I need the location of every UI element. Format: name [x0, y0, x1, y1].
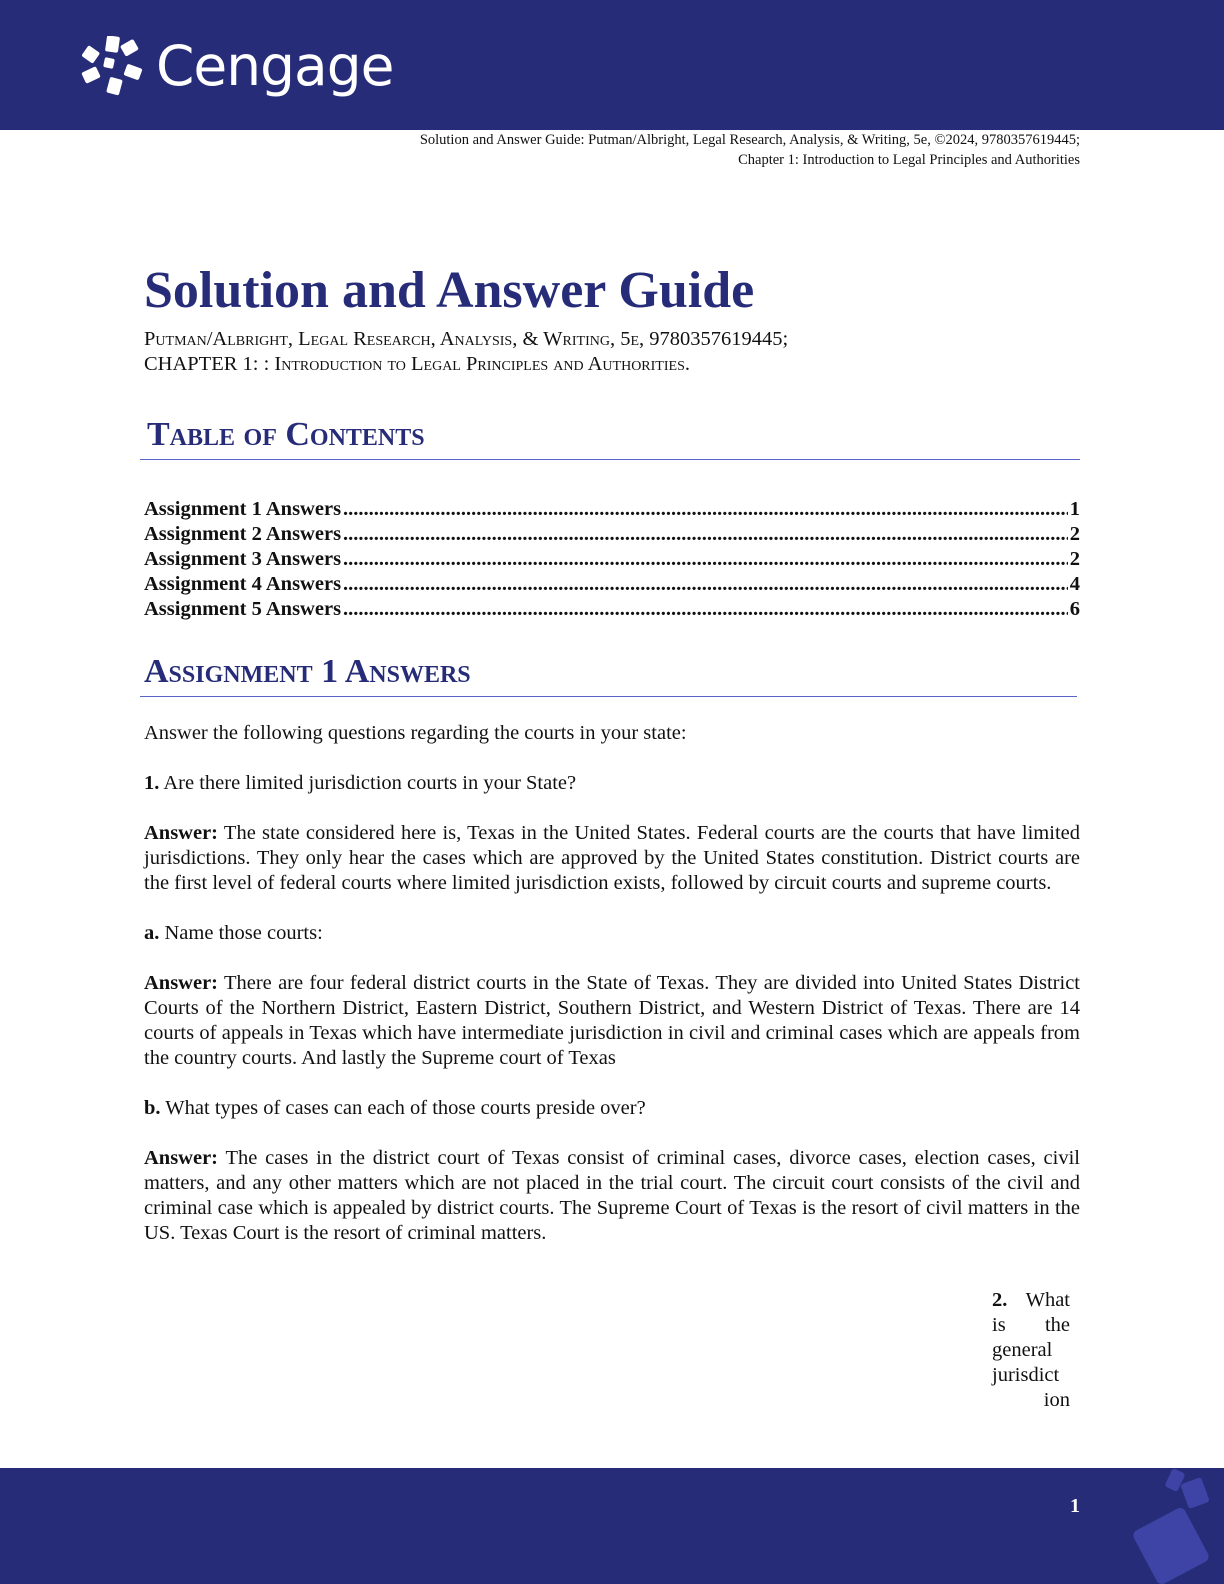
toc-entry[interactable] [144, 522, 1080, 547]
question-2 [992, 1288, 1070, 1413]
toc-leader [343, 547, 1068, 572]
toc-entry[interactable] [144, 547, 1080, 572]
page-number: 1 [1070, 1495, 1080, 1517]
toc-entry-page: 2 [1069, 523, 1080, 545]
question-b [144, 1096, 1080, 1121]
question-text-end: ion [1043, 1389, 1070, 1411]
toc-entry-label: Assignment 3 Answers [144, 548, 342, 570]
toc-entry-label: Assignment 1 Answers [144, 498, 342, 520]
question-text: What types of cases can each of those courts preside over? [165, 1097, 646, 1119]
answer-1 [144, 821, 1080, 896]
answer-a [144, 971, 1080, 1071]
toc-leader [343, 572, 1068, 597]
question-text: Name those courts: [164, 922, 323, 944]
question-number: 1. [144, 772, 160, 794]
subtitle-line2: CHAPTER 1: : Introduction to Legal Principles and Authorities. [144, 353, 690, 375]
question-1 [144, 771, 1080, 796]
header-band [0, 0, 1224, 130]
toc-entry-label: Assignment 2 Answers [144, 523, 342, 545]
toc-leader [343, 497, 1068, 522]
toc-entry-page: 1 [1069, 498, 1080, 520]
assignment1-intro: Answer the following questions regarding the courts in your state: [144, 722, 687, 744]
table-of-contents [144, 497, 1080, 622]
toc-heading: Table of Contents [140, 411, 1080, 460]
running-head [420, 130, 1080, 170]
toc-entry[interactable] [144, 497, 1080, 522]
question-number: b. [144, 1097, 161, 1119]
cengage-burst-icon [80, 36, 146, 96]
toc-entry-page: 4 [1069, 573, 1080, 595]
answer-text: The state considered here is, Texas in the United States. Federal courts are the courts that have limited jurisdictions. They only hear the cases which are approved by the United States constitution. District courts are the first level of federal courts where limited jurisdiction exists, followed by circuit courts and supreme courts. [144, 822, 1080, 894]
toc-leader [343, 597, 1068, 622]
cengage-logo[interactable] [80, 36, 393, 96]
subtitle-line1: Putman/Albright, Legal Research, Analysis, & Writing, 5e, 9780357619445; [144, 328, 789, 350]
question-text: What is the general jurisdict [992, 1289, 1070, 1386]
question-number: a. [144, 922, 160, 944]
toc-entry-label: Assignment 4 Answers [144, 573, 342, 595]
toc-entry-label: Assignment 5 Answers [144, 598, 342, 620]
toc-entry-page: 6 [1069, 598, 1080, 620]
question-number: 2. [992, 1289, 1008, 1311]
document-body [144, 255, 1080, 1246]
brand-name: Cengage [156, 34, 394, 98]
answer-text: There are four federal district courts in the State of Texas. They are divided into United States District Courts of the Northern District, Eastern District, Southern District, and Western District of Texas. There are 14 courts of appeals in Texas which have intermediate jurisdiction in civil and criminal cases which are appeals from the country courts. And lastly the Supreme court of Texas [144, 972, 1080, 1069]
footer-band [0, 1468, 1224, 1584]
cengage-corner-burst-icon [1124, 1468, 1224, 1584]
answer-b [144, 1146, 1080, 1246]
question-text: Are there limited jurisdiction courts in your State? [163, 772, 577, 794]
toc-entry[interactable] [144, 572, 1080, 597]
running-head-line1: Solution and Answer Guide: Putman/Albright, Legal Research, Analysis, & Writing, 5e, ©2024, 9780357619445; [419, 132, 1080, 148]
question-a [144, 921, 1080, 946]
toc-entry[interactable] [144, 597, 1080, 622]
toc-entry-page: 2 [1069, 548, 1080, 570]
answer-text: The cases in the district court of Texas consist of criminal cases, divorce cases, election cases, civil matters, and any other matters which are not placed in the trial court. The circuit court consists of the civil and criminal case which is appealed by district courts. The Supreme Court of Texas is the resort of civil matters in the US. Texas Court is the resort of criminal matters. [144, 1147, 1080, 1244]
assignment1-heading: Assignment 1 Answers [140, 648, 1077, 697]
toc-leader [343, 522, 1068, 547]
answer-label: Answer: [144, 972, 219, 994]
document-title: Solution and Answer Guide [144, 262, 755, 319]
answer-label: Answer: [144, 822, 219, 844]
running-head-line2: Chapter 1: Introduction to Legal Principles and Authorities [738, 152, 1080, 168]
answer-label: Answer: [144, 1147, 219, 1169]
